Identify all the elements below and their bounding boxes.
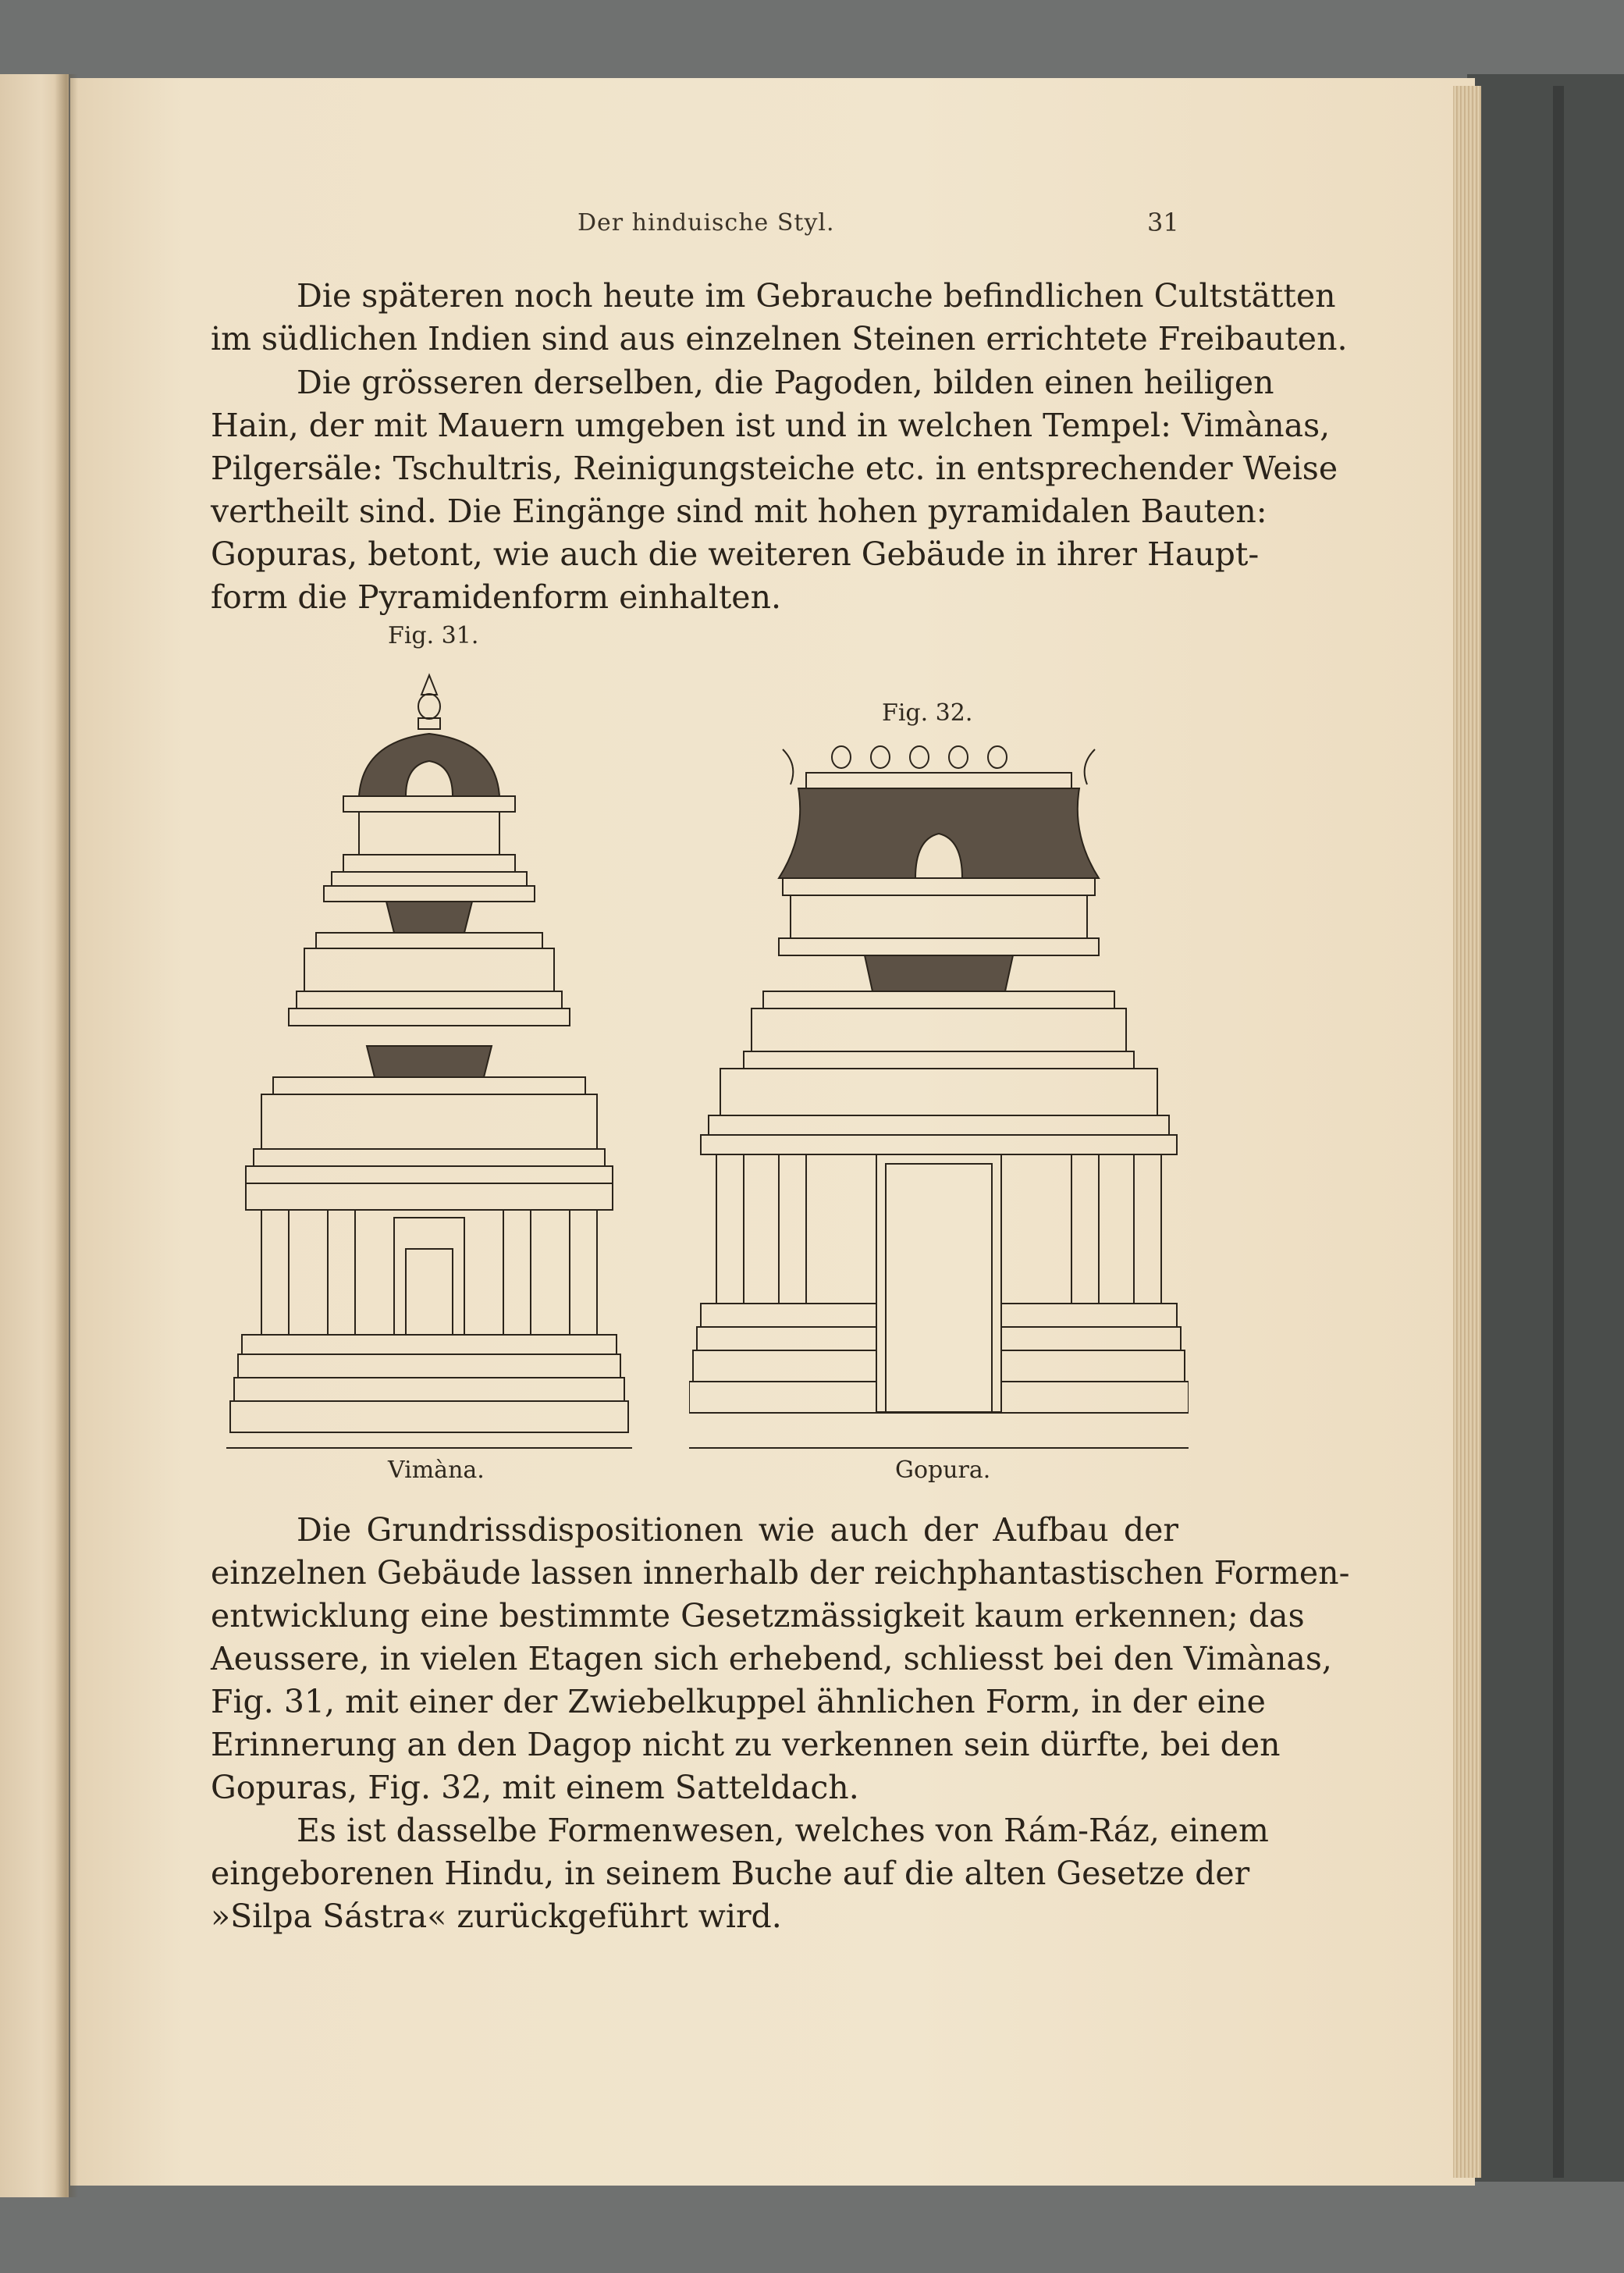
text-line: Erinnerung an den Dagop nicht zu verkennen sein dürfte, bei den [211, 1726, 1281, 1763]
text-line: entwicklung eine bestimmte Gesetzmässigkeit kaum erkennen; das [211, 1597, 1305, 1634]
text-line: »Silpa Sástra« zurückgeführt wird. [211, 1898, 782, 1935]
text-line: Gopuras, betont, wie auch die weiteren Gebäude in ihrer Haupt- [211, 535, 1260, 573]
figure-31-label: Fig. 31. [388, 622, 479, 649]
paragraph-1 [211, 275, 1348, 361]
page-stack-edges [1453, 86, 1481, 2178]
paragraph-3 [211, 1509, 1350, 1809]
paragraph-2 [211, 361, 1338, 619]
text-line: Die Grundrissdispositionen wie auch der Aufbau der [297, 1511, 1178, 1549]
book-spine-edge [1553, 86, 1564, 2178]
text-line: im südlichen Indien sind aus einzelnen Steinen errichtete Freibauten. [211, 320, 1348, 357]
text-line: Die späteren noch heute im Gebrauche befindlichen Cultstätten [297, 277, 1336, 315]
figure-31-caption: Vimàna. [388, 1457, 485, 1484]
text-line: vertheilt sind. Die Eingänge sind mit hohen pyramidalen Bauten: [211, 493, 1267, 530]
text-line: Die grösseren derselben, die Pagoden, bilden einen heiligen [297, 364, 1274, 401]
text-line: eingeborenen Hindu, in seinem Buche auf die alten Gesetze der [211, 1855, 1250, 1892]
text-line: form die Pyramidenform einhalten. [211, 578, 782, 616]
text-line: einzelnen Gebäude lassen innerhalb der reichphantastischen Formen- [211, 1554, 1350, 1592]
text-line: Gopuras, Fig. 32, mit einem Satteldach. [211, 1769, 859, 1806]
text-line: Es ist dasselbe Formenwesen, welches von Rám-Ráz, einem [297, 1812, 1269, 1849]
text-line: Aeussere, in vielen Etagen sich erhebend, schliesst bei den Vimànas, [211, 1640, 1332, 1677]
figure-32-label: Fig. 32. [882, 699, 973, 727]
page-number: 31 [1147, 208, 1179, 237]
text-line: Hain, der mit Mauern umgeben ist und in welchen Tempel: Vimànas, [211, 407, 1331, 444]
book-cover [1467, 74, 1624, 2182]
vimana-illustration [226, 671, 632, 1452]
running-title: Der hinduische Styl. [577, 209, 835, 237]
text-line: Pilgersäle: Tschultris, Reinigungsteiche etc. in entsprechender Weise [211, 450, 1338, 487]
book-gutter [55, 74, 78, 2197]
paragraph-4 [211, 1809, 1269, 1938]
gopura-illustration [689, 742, 1189, 1452]
figure-32-caption: Gopura. [895, 1457, 991, 1484]
text-line: Fig. 31, mit einer der Zwiebelkuppel ähnlichen Form, in der eine [211, 1683, 1266, 1720]
